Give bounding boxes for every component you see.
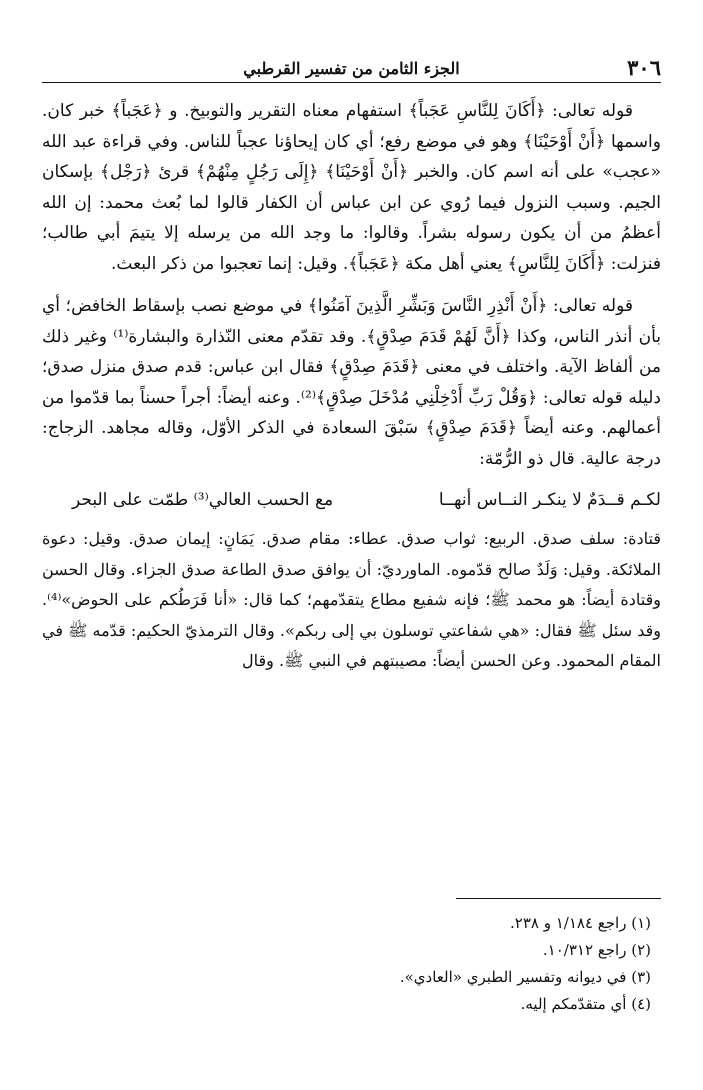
poetry-verse — [42, 484, 661, 516]
paragraph-1: قوله تعالى: ﴿أَكَانَ لِلنَّاسِ عَجَباً﴾ استفهام معناه التقرير والتوبيخ. و ﴿عَجَباً﴾ خبر كان. واسمها ﴿أَنْ أَوْحَيْنَا﴾ وهو في موضع رفع؛ أي كان إيحاؤنا عجباً للناس. وفي قراءة عبد الله «عجب» على أنه اسم كان. والخبر ﴿أَنْ أَوْحَيْنَا﴾ ﴿إِلَى رَجُلٍ مِنْهُمْ﴾ قرئ ﴿رَجْل﴾ بإسكان الجيم. وسبب النزول فيما رُوي عن ابن عباس أن الكفار قالوا لما بُعث محمد: إن الله أعظمُ من أن يكون رسوله بشراً. وقالوا: ما وجد الله من يرسله إلا يتيمَ أبي طالب؛ فنزلت: ﴿أَكَانَ لِلنَّاسِ﴾ يعني أهل مكة ﴿عَجَباً﴾. وقيل: إنما تعجبوا من ذكر البعث. — [42, 101, 661, 274]
running-title: الجزء الثامن من تفسير القرطبي — [243, 59, 460, 78]
page-number: ٣٠٦ — [627, 55, 661, 80]
footnotes — [42, 910, 651, 1018]
paragraph-3: قتادة: سلف صدق. الربيع: ثواب صدق. عطاء: مقام صدق. يَمَانٍ: إيمان صدق. وقيل: دعوة الملائكة. وقيل: وَلَدٌ صالح قدّموه. الماورديّ: أن يوافق صدق الطاعة صدق الجزاء. وقال الحسن وقتادة أيضاً: هو محمد ﷺ؛ فإنه شفيع مطاع يتقدّمهم؛ كما قال: «أنا فَرَطُكم على الحوض»⁽⁴⁾. وقد سئل ﷺ فقال: «هي شفاعتي توسلون بي إلى ربكم». وقال الترمذيّ الحكيم: قدّمه ﷺ في المقام المحمود. وعن الحسن أيضاً: مصيبتهم في النبي ﷺ. وقال — [42, 529, 662, 670]
footnote-1: (١) راجع ١/١٨٤ و ٢٣٨. — [510, 914, 651, 932]
main-text — [42, 96, 661, 677]
footnote-4: (٤) أي متقدّمكم إليه. — [520, 995, 651, 1013]
running-header — [42, 56, 661, 83]
footnote-2: (٢) راجع ١٠/٣١٢. — [542, 941, 651, 959]
paragraph-2: قوله تعالى: ﴿أَنْ أَنْذِرِ النَّاسَ وَبَشِّرِ الَّذِينَ آمَنُوا﴾ في موضع نصب بإسقاط الخافض؛ أي بأن أنذر الناس، وكذا ﴿أَنَّ لَهُمْ قَدَمَ صِدْقٍ﴾. وقد تقدّم معنى النّذارة والبشارة⁽¹⁾ وغير ذلك من ألفاظ الآية. واختلف في معنى ﴿قَدَمَ صِدْقٍ﴾ فقال ابن عباس: قدم صدق منزل صدق؛ دليله قوله تعالى: ﴿وَقُلْ رَبِّ أَدْخِلْنِي مُدْخَلَ صِدْقٍ﴾⁽²⁾. وعنه أيضاً: أجراً حسناً بما قدّموا من أعمالهم. وعنه أيضاً ﴿قَدَمَ صِدْقٍ﴾ سَبْقَ السعادة في الذكر الأوّل، وقاله مجاهد. الزجاج: درجة عالية. قال ذو الرُّمّة: — [42, 296, 661, 469]
verse-hemistich-2: مع الحسب العالي⁽³⁾ طمّت على البحر — [72, 490, 334, 510]
footnote-3: (٣) في ديوانه وتفسير الطبري «العادي». — [399, 968, 651, 986]
verse-hemistich-1: لكـم قــدَمٌ لا ينكـر النــاس أنهــا — [438, 490, 661, 510]
footnote-divider — [456, 898, 661, 899]
